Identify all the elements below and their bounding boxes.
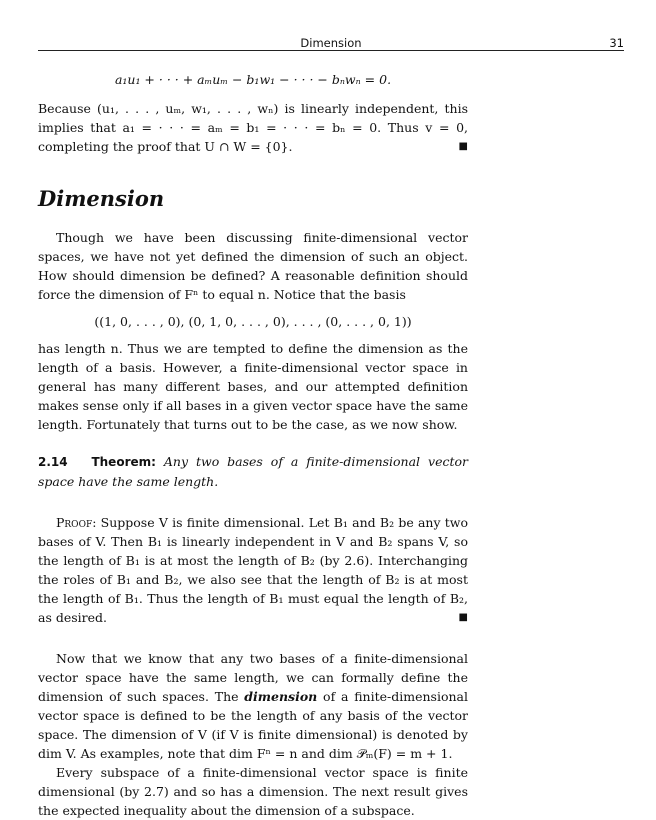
qed-symbol: ■: [458, 141, 468, 152]
proof: [38, 513, 468, 627]
header-title: Dimension: [300, 36, 362, 50]
paragraph-definition: [38, 649, 468, 763]
section-title: Dimension: [38, 186, 165, 211]
paragraph-subspace: Every subspace of a finite-dimensional vector space is finite dimensional (by 2.7) and so has a dimension. The next result gives the expected inequality about the dimension of a subspace.: [38, 765, 468, 818]
qed-symbol-proof: ■: [458, 612, 468, 623]
header-rule: [38, 50, 624, 51]
proof-text: Suppose V is finite dimensional. Let B₁ and B₂ be any two bases of V. Then B₁ is linearly independent in V and B₂ spans V, so the length of B₁ is at most the length of B₂ (by 2.6). Interchanging the roles of B₁ and B₂, we also see that the length of B₂ is at most the length of B₁. Thus the length of B₁ must equal the length of B₂, as desired.: [38, 515, 469, 625]
theorem-label: Theorem:: [91, 455, 156, 469]
proof-label: Proof:: [56, 515, 97, 530]
page-number: 31: [609, 36, 624, 50]
paragraph-definition-after: of a finite-dimensional vector space is defined to be the length of any basis of the vector space. The dimension of V (if V is finite dimensional) is denoted by dim V. As examples, note that dim Fⁿ = n and dim 𝒫ₘ(F) = m + 1.: [38, 689, 468, 761]
definition-term: dimension: [244, 689, 318, 704]
basis-display: ((1, 0, . . . , 0), (0, 1, 0, . . . , 0), . . . , (0, . . . , 0, 1)): [94, 314, 412, 329]
paragraph-intro: Though we have been discussing finite-dimensional vector spaces, we have not yet defined the dimension of such an object. How should dimension be defined? A reasonable definition should force the dimension of Fⁿ to equal n. Notice that the basis: [38, 230, 468, 302]
paragraph-definition-before: Now that we know that any two bases of a finite-dimensional vector space have the same length, we can formally define the dimension of such spaces. The: [38, 651, 468, 704]
theorem-statement: Any two bases of a finite-dimensional vector space have the same length.: [38, 454, 468, 489]
theorem-number: 2.14: [38, 455, 68, 469]
paragraph-length: has length n. Thus we are tempted to define the dimension as the length of a basis. However, a finite-dimensional vector space in general has many different bases, and our attempted definition makes sense only if all bases in a given vector space have the same length. Fortunately that turns out to be the case, as we now show.: [38, 341, 468, 432]
page-body: [38, 60, 468, 820]
theorem: [38, 452, 468, 491]
paragraph-because: [38, 99, 468, 156]
paragraph-because-text: Because (u₁, . . . , uₘ, w₁, . . . , wₙ) is linearly independent, this implies that a₁ = · · · = aₘ = b₁ = · · · = bₙ = 0. Thus v = 0, completing the proof that U ∩ W = {0}.: [38, 101, 468, 154]
equation-top: a₁u₁ + · · · + aₘuₘ − b₁w₁ − · · · − bₙwₙ = 0.: [114, 72, 392, 87]
